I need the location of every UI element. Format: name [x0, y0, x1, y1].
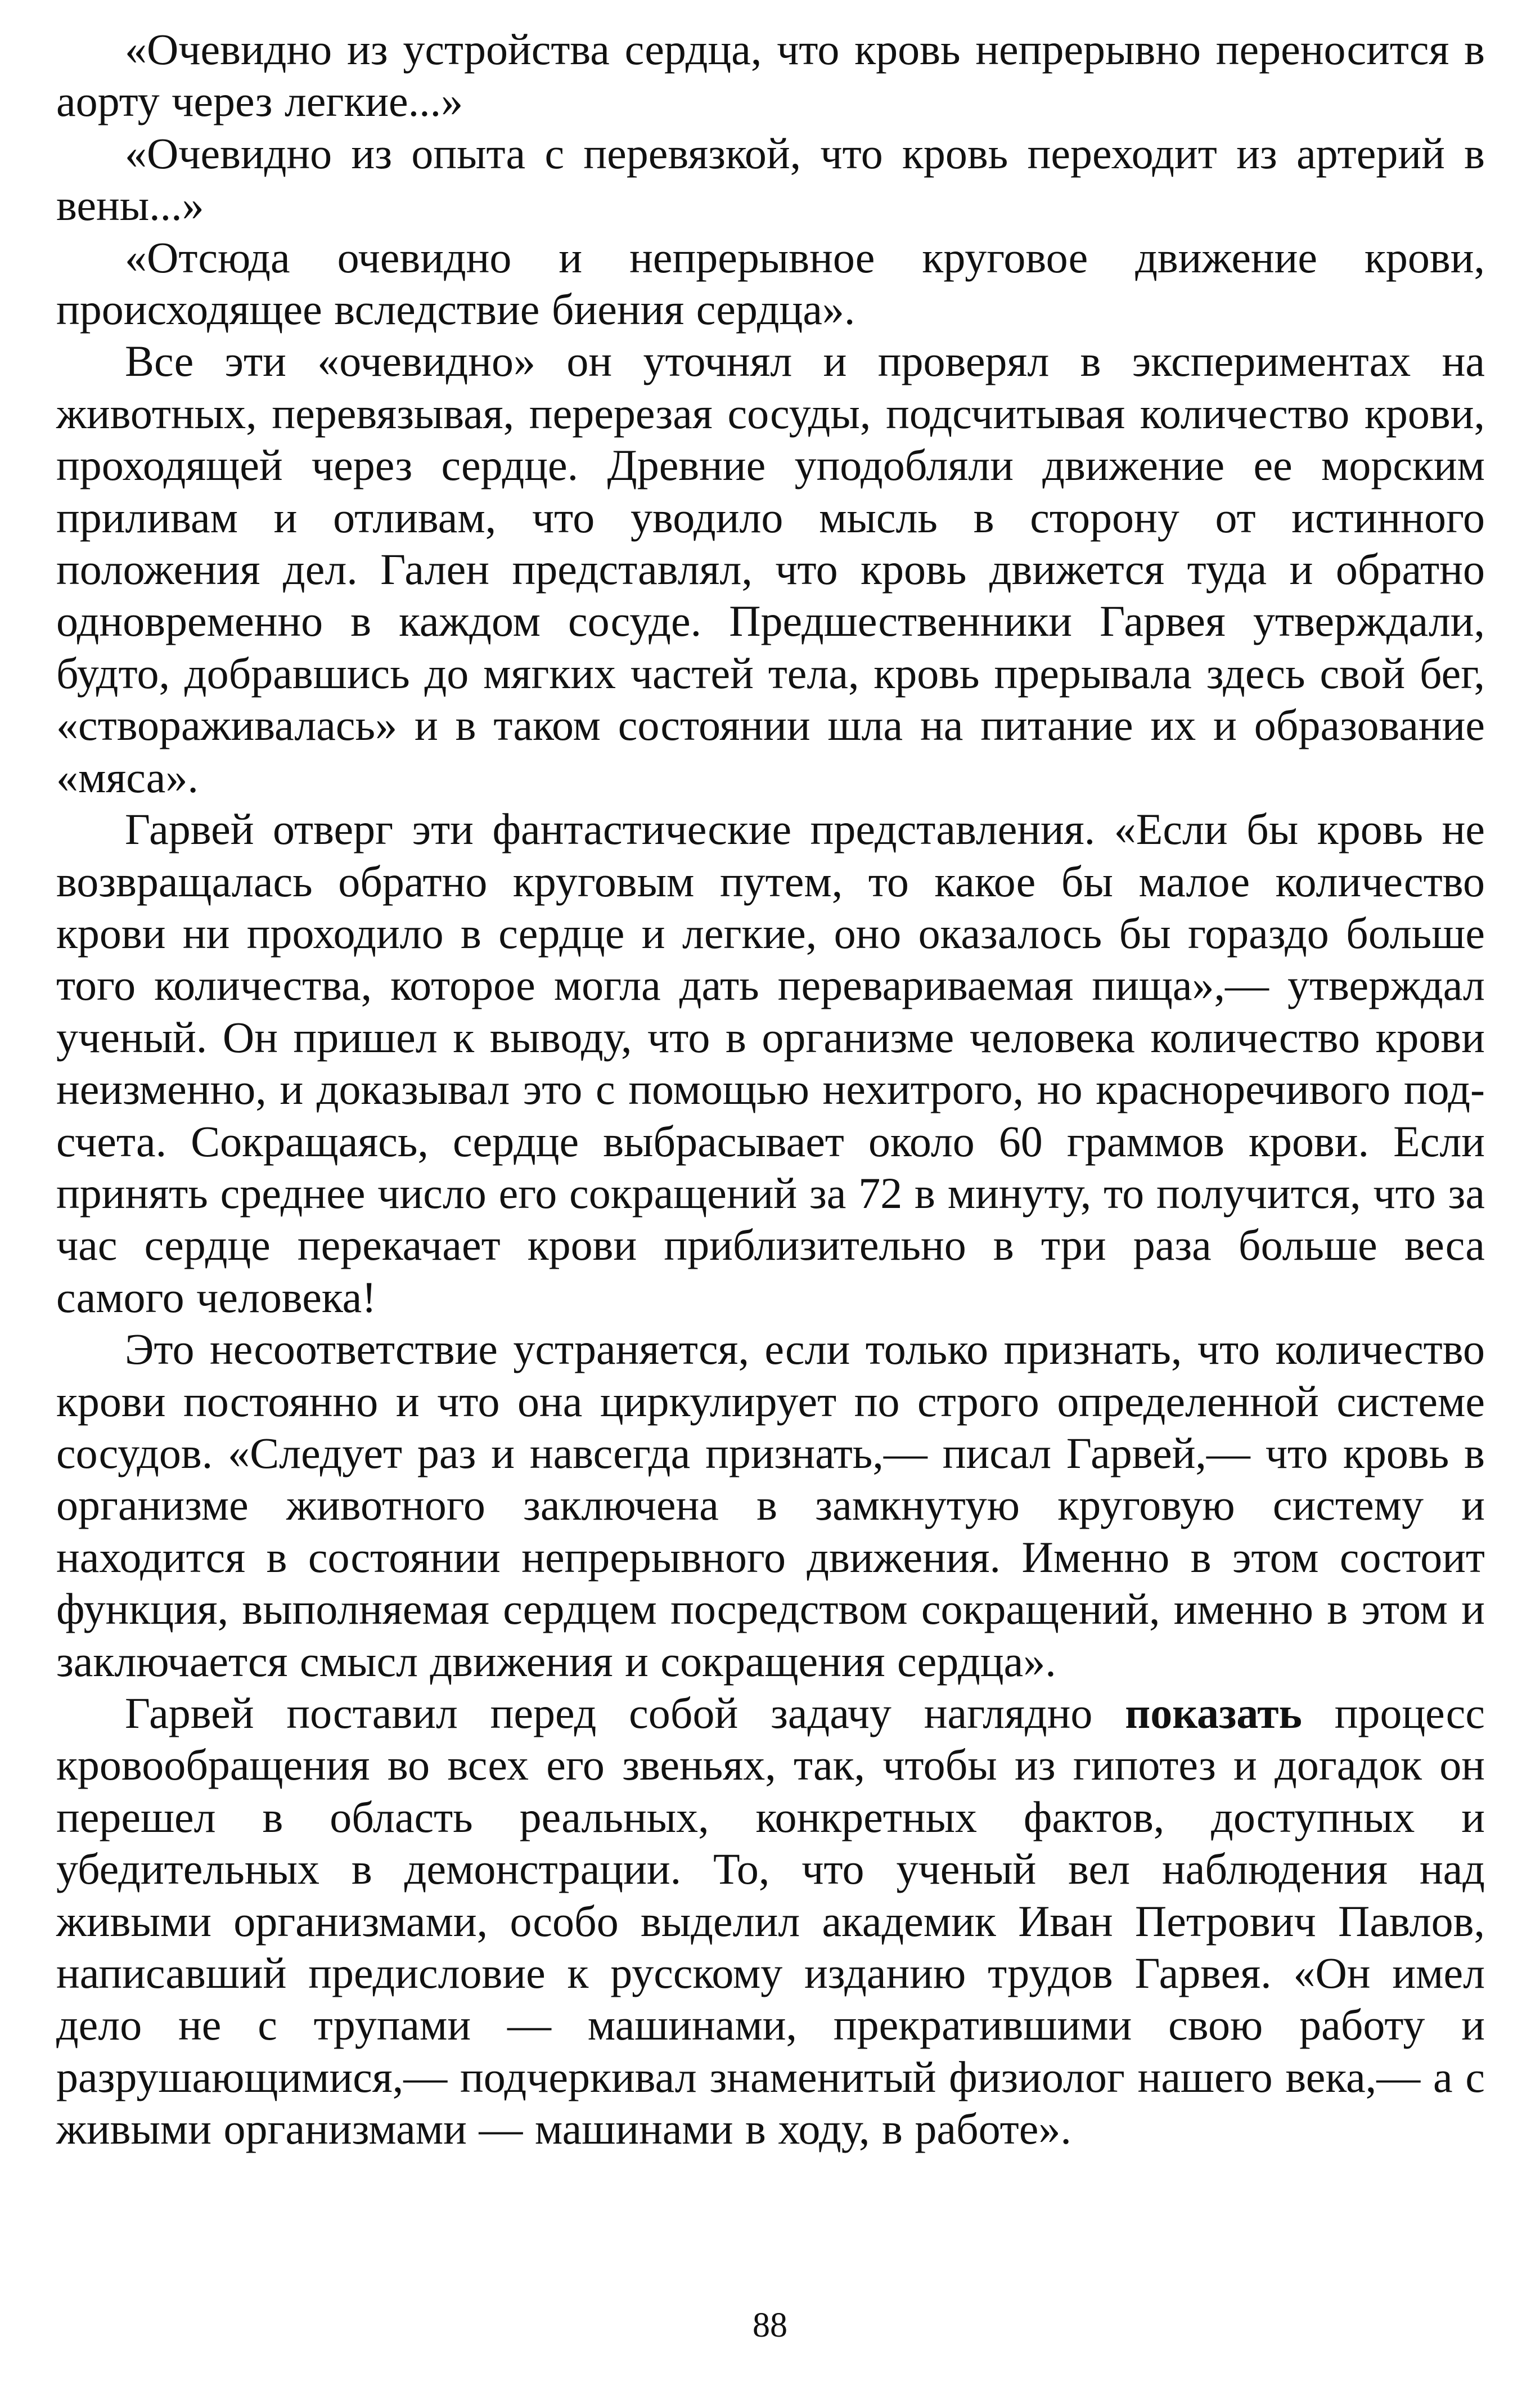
paragraph-pavlov [56, 1687, 1485, 2155]
paragraph-experiments: Все эти «очевидно» он уточнял и проверял в экспериментах на животных, перевязывая, перерезая сосуды, подсчитывая количество крови, проходящей через сердце. Древние уподобляли движение ее морским приливам и отливам, что уводило мысль в сторону от истинного положения дел. Гален представлял, что кровь движется туда и обратно одновременно в каждом сосуде. Предшественники Гарвея утверждали, будто, добравшись до мягких частей тела, кровь прерывала здесь свой бег, «створаживалась» и в таком состоянии шла на питание их и образование «мяса». [56, 336, 1485, 802]
paragraph-closed-system: Это несоответствие устраняется, если только признать, что количество крови постоянно и что она циркулирует по строго определенной системе сосудов. «Следует раз и навсегда признать,— писал Гарвей,— что кровь в организме животного заключена в замкнутую круговую систему и находится в состоянии непрерывного движения. Именно в этом состоит функция, выполняемая сердцем посредством сокращений, именно в этом и заключается смысл движения и сокращения сердца». [56, 1324, 1485, 1686]
paragraph-quote-ligature: «Очевидно из опыта с перевязкой, что кровь переходит из артерий в вены...» [56, 128, 1485, 230]
paragraph-pavlov-rest: процесс кровообращения во всех его звеньях, так, чтобы из гипотез и догадок он перешел в область реальных, конкретных фактов, доступных и убедительных в демонстрации. То, что ученый вел наблюдения над живыми организмами, особо выделил академик Иван Петрович Павлов, написавший предисловие к русскому изданию трудов Гарвея. «Он имел дело не с трупами — машинами, прекратившими свою работу и разрушающимися,— подчеркивал знаменитый физиолог нашего века,— а с живыми организмами — машинами в ходу, в работе». [56, 1688, 1485, 2154]
paragraph-harvey-rejected: Гарвей отверг эти фантастические представления. «Если бы кровь не возвращалась обратно круговым путем, то какое бы малое количество крови ни проходило в сердце и легкие, оно оказалось бы гораздо больше того количества, которое могла дать перевариваемая пища»,— утверждал ученый. Он пришел к выводу, что в организме человека количество крови неизменно, и доказывал это с помощью нехитрого, но красноречивого подсчета. Сокращаясь, сердце выбрасывает около 60 граммов крови. Если принять среднее число его сокращений за 72 в минуту, то получится, что за час сердце перекачает крови приблизительно в три раза больше веса самого человека! [56, 805, 1485, 1322]
bold-word-pokazat: показать [1125, 1688, 1302, 1737]
text-column [56, 24, 1485, 2155]
paragraph-quote-aorta: «Очевидно из устройства сердца, что кровь непрерывно переносится в аорту через легкие...» [56, 25, 1485, 126]
paragraph-quote-circulation: «Отсюда очевидно и непрерывное круговое движение крови, происходящее вследствие биения сердца». [56, 232, 1485, 334]
page-number: 88 [753, 2306, 787, 2344]
paragraph-pavlov-start: Гарвей поставил перед собой задачу наглядно [125, 1688, 1125, 1737]
